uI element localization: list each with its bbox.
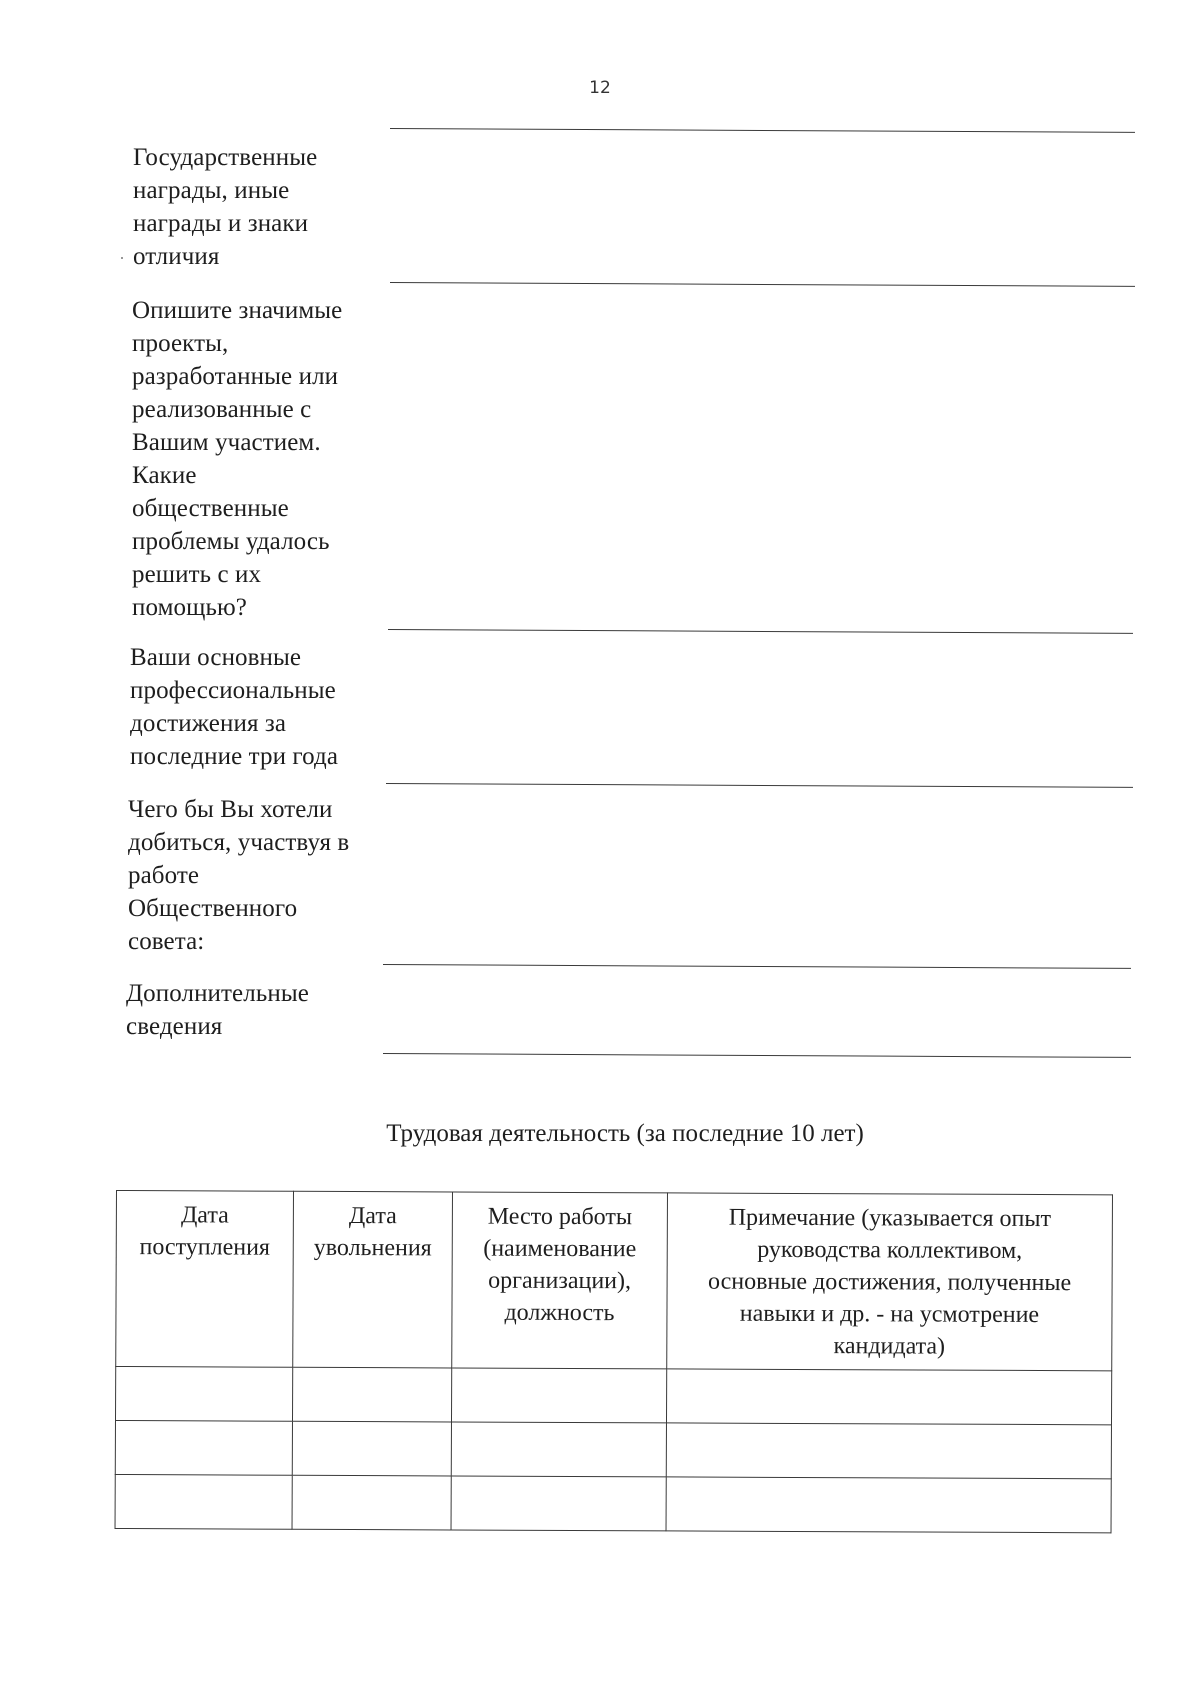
page-number: 12 (589, 78, 611, 98)
awards-label-line: награды, иные (133, 177, 290, 204)
awards-label (133, 141, 317, 273)
employment-table-title: Трудовая деятельность (за последние 10 лет) (386, 1120, 864, 1147)
projects-label-line: разработанные или (132, 363, 339, 390)
column-header-end-date (293, 1191, 453, 1368)
column-header-line: Примечание (указывается опыт (728, 1204, 1052, 1233)
field-line-top (390, 128, 1135, 133)
additional-info-label (126, 977, 309, 1043)
table-cell-start-date[interactable] (115, 1421, 292, 1476)
column-header-line: навыки и др. - на усмотрение (739, 1300, 1040, 1329)
awards-field[interactable] (390, 282, 1135, 287)
column-header-line: увольнения (313, 1234, 432, 1262)
goals-label-line: Чего бы Вы хотели (128, 796, 333, 823)
table-cell-workplace[interactable] (451, 1476, 666, 1531)
goals-label (128, 793, 349, 958)
column-header-line: (наименование (483, 1235, 637, 1263)
achievements-label-line: Ваши основные (130, 644, 302, 671)
table-cell-note[interactable] (666, 1477, 1111, 1533)
column-header-workplace (452, 1192, 668, 1369)
awards-label-line: награды и знаки (133, 210, 309, 237)
projects-label-line: общественные (132, 495, 289, 522)
table-row (115, 1474, 1111, 1532)
column-header-line: Дата (180, 1202, 229, 1229)
projects-label-line: решить с их (132, 561, 262, 588)
table-row (115, 1421, 1111, 1479)
additional-info-field[interactable] (383, 1053, 1131, 1058)
column-header-line: поступления (139, 1234, 271, 1261)
column-header-line: организации), (488, 1267, 632, 1295)
goals-label-line: совета: (128, 928, 205, 955)
additional-info-label-line: Дополнительные (126, 980, 309, 1007)
projects-label-line: проекты, (132, 330, 229, 357)
additional-info-label-line: сведения (126, 1013, 223, 1040)
column-header-line: должность (504, 1299, 615, 1327)
column-header-line: Дата (348, 1203, 397, 1230)
goals-label-line: добиться, участвуя в (128, 829, 350, 856)
column-header-line: Место работы (487, 1203, 633, 1231)
projects-label (132, 294, 342, 624)
table-cell-start-date[interactable] (115, 1367, 292, 1422)
table-cell-end-date[interactable] (292, 1367, 451, 1422)
achievements-field[interactable] (386, 783, 1133, 788)
achievements-label-line: последние три года (130, 743, 339, 770)
awards-label-line: отличия (133, 243, 220, 270)
projects-label-line: Опишите значимые (132, 297, 343, 324)
table-cell-start-date[interactable] (115, 1474, 292, 1529)
column-header-start-date (116, 1191, 294, 1368)
table-cell-end-date[interactable] (292, 1475, 451, 1530)
table-cell-note[interactable] (666, 1369, 1111, 1425)
table-cell-note[interactable] (666, 1423, 1111, 1479)
table-cell-end-date[interactable] (292, 1421, 451, 1476)
goals-label-line: работе (128, 862, 200, 889)
table-cell-workplace[interactable] (451, 1368, 666, 1423)
table-header-row (116, 1191, 1113, 1371)
projects-field[interactable] (388, 629, 1133, 634)
achievements-label-line: достижения за (130, 710, 287, 737)
employment-table (115, 1190, 1113, 1533)
column-header-line: кандидата) (833, 1333, 946, 1360)
table-cell-workplace[interactable] (451, 1422, 666, 1477)
projects-label-line: Вашим участием. (132, 429, 321, 456)
goals-field[interactable] (383, 964, 1131, 969)
projects-label-line: помощью? (132, 594, 247, 621)
awards-label-line: Государственные (133, 144, 318, 171)
table-row (115, 1367, 1111, 1425)
achievements-label (130, 641, 338, 773)
projects-label-line: проблемы удалось (132, 528, 330, 555)
column-header-line: основные достижения, полученные (707, 1268, 1072, 1297)
column-header-note (667, 1193, 1113, 1371)
projects-label-line: Какие (132, 462, 197, 489)
goals-label-line: Общественного (128, 895, 298, 922)
scan-dot (121, 257, 123, 259)
achievements-label-line: профессиональные (130, 677, 336, 704)
column-header-line: руководства коллективом, (757, 1236, 1023, 1264)
projects-label-line: реализованные с (132, 396, 312, 423)
